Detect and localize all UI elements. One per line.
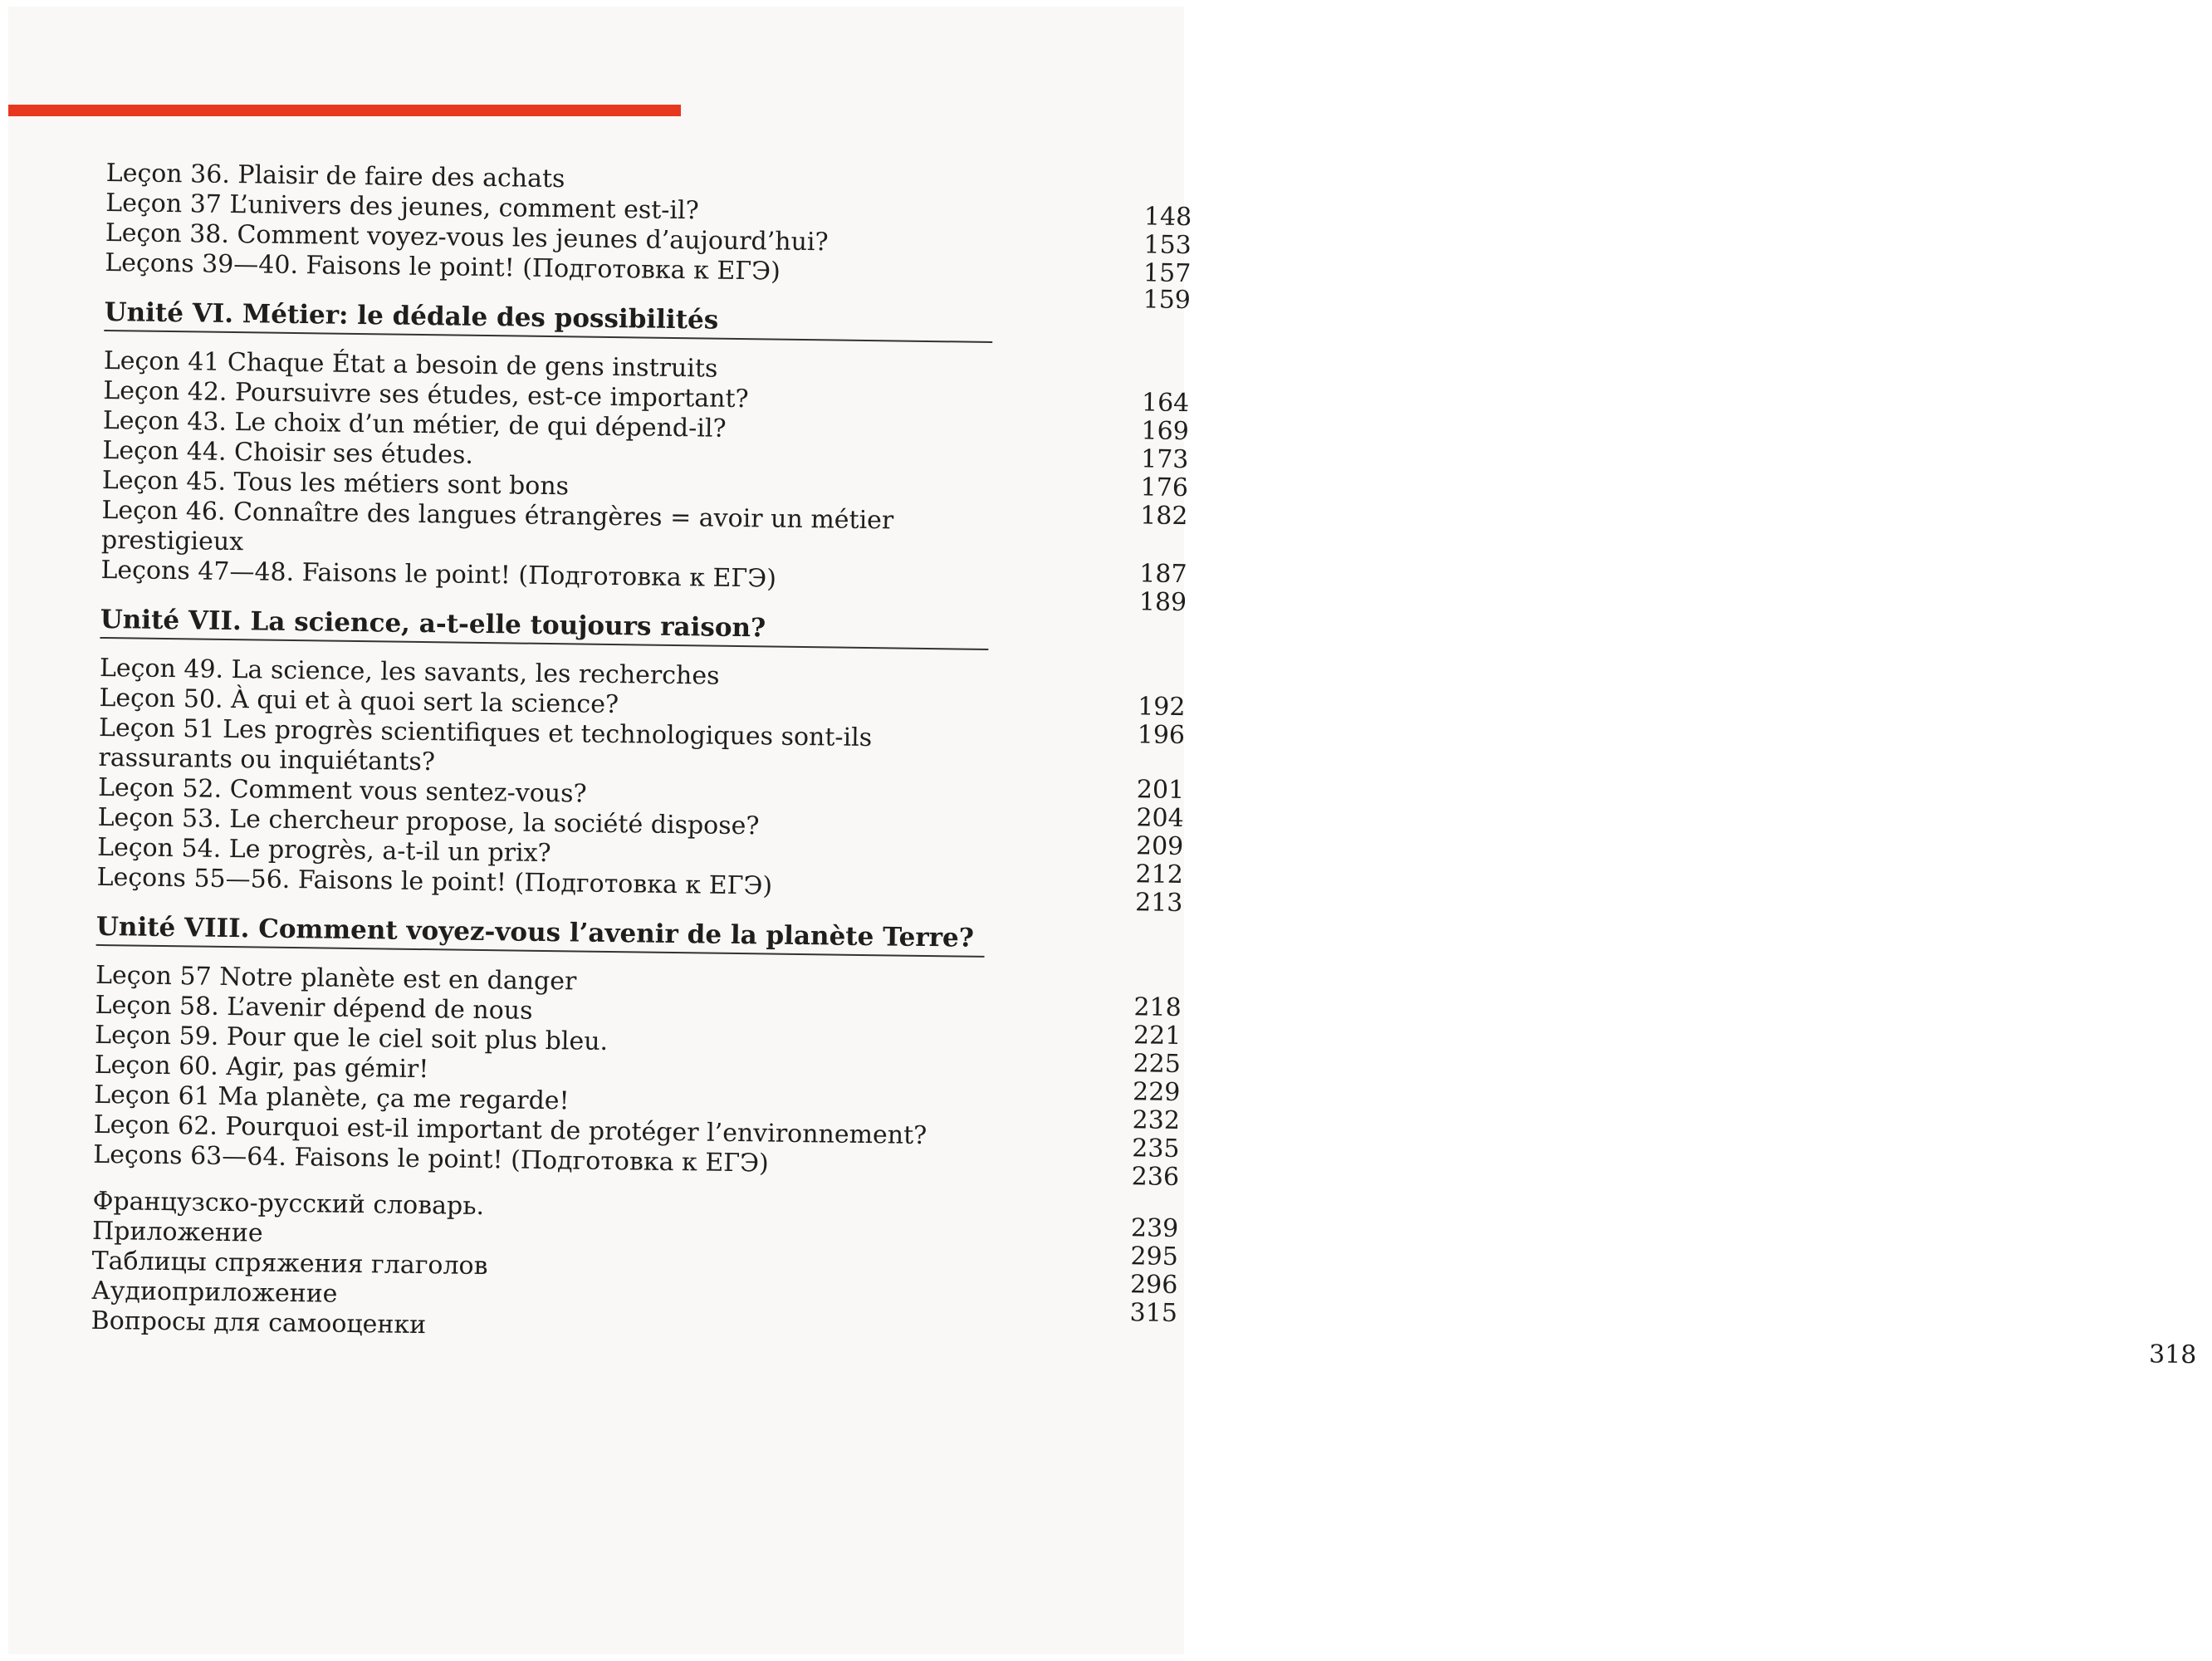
page-number: 232 xyxy=(1132,1105,1181,1136)
page-number: 318 xyxy=(2148,1340,2197,1370)
lesson-title: Leçon 46. Connaître des langues étrangères = avoir un métier prestigieux xyxy=(100,495,894,557)
appendix-title: Французско-русский словарь. xyxy=(92,1186,485,1222)
lesson-title: Leçon 44. Choisir ses études. xyxy=(102,435,474,470)
lesson-title: Leçons 47—48. Faisons le point! (Подготовка к ЕГЭ) xyxy=(100,555,777,594)
lesson-title: Leçons 55—56. Faisons le point! (Подготовка к ЕГЭ) xyxy=(96,862,773,901)
page-number: 296 xyxy=(1129,1270,1178,1301)
lesson-title: Leçons 39—40. Faisons le point! (Подготовка к ЕГЭ) xyxy=(105,247,781,287)
page-number: 196 xyxy=(1137,720,1186,751)
book-page xyxy=(8,7,2197,1654)
page-number: 212 xyxy=(1135,860,1184,890)
page-number: 153 xyxy=(1143,230,1192,261)
lesson-title: Leçon 54. Le progrès, a-t-il un prix? xyxy=(96,832,551,869)
lesson-title: Leçon 43. Le choix d’un métier, de qui dépend-il? xyxy=(102,405,727,443)
lesson-title: Leçon 53. Le chercheur propose, la société dispose? xyxy=(97,802,760,841)
lesson-title: Leçon 52. Comment vous sentez-vous? xyxy=(97,772,587,809)
lesson-title: Leçon 37 L’univers des jeunes, comment est-il? xyxy=(105,188,699,226)
appendix-title: Аудиоприложение xyxy=(91,1276,338,1309)
lesson-title: Leçon 42. Poursuivre ses études, est-ce important? xyxy=(103,375,749,414)
page-number: 221 xyxy=(1133,1021,1182,1051)
lesson-title: Leçon 50. À qui et à quoi sert la science? xyxy=(99,683,619,720)
page-number: 192 xyxy=(1137,692,1186,723)
page-number: 187 xyxy=(1139,559,1187,590)
lesson-title: Leçon 45. Tous les métiers sont bons xyxy=(101,465,570,502)
lesson-title: Leçon 60. Agir, pas gémir! xyxy=(94,1050,429,1085)
table-of-contents xyxy=(91,159,2197,1370)
lesson-title: Leçon 58. L’avenir dépend de nous xyxy=(95,990,533,1026)
lesson-title: Leçon 41 Chaque État a besoin de gens instruits xyxy=(103,345,718,384)
lesson-title: Leçon 62. Pourquoi est-il important de protéger l’environnement? xyxy=(93,1110,927,1151)
unit-heading: Unité VIII. Comment voyez-vous l’avenir de la planète Terre? xyxy=(96,909,985,958)
page-number: 315 xyxy=(1129,1298,1178,1329)
appendix-title: Таблицы спряжения глаголов xyxy=(91,1246,488,1281)
lesson-title: Leçons 63—64. Faisons le point! (Подготовка к ЕГЭ) xyxy=(93,1139,769,1178)
lesson-title: Leçon 49. La science, les savants, les recherches xyxy=(99,653,720,691)
unit-heading: Unité VII. La science, a-t-elle toujours raison? xyxy=(100,602,988,650)
red-header-rule xyxy=(8,105,681,116)
page-number: 159 xyxy=(1143,285,1192,316)
lesson-title: Leçon 51 Les progrès scientifiques et technologiques sont-ils rassurants ou inquiétants? xyxy=(98,713,873,777)
page-number: 173 xyxy=(1140,444,1189,475)
page-number: 169 xyxy=(1141,416,1190,447)
page-number: 157 xyxy=(1143,258,1192,289)
page-number: 209 xyxy=(1135,831,1184,862)
lesson-title: Leçon 57 Notre planète est en danger xyxy=(95,960,577,997)
page-number: 204 xyxy=(1136,803,1184,834)
appendix-title: Приложение xyxy=(91,1216,263,1248)
lesson-title: Leçon 61 Ma planète, ça me regarde! xyxy=(94,1080,570,1116)
unit-heading: Unité VI. Métier: le dédale des possibilités xyxy=(104,295,992,343)
appendix-title: Вопросы для самооценки xyxy=(91,1306,427,1340)
page-number: 164 xyxy=(1141,388,1190,419)
lesson-title: Leçon 59. Pour que le ciel soit plus bleu. xyxy=(94,1020,609,1056)
page-number: 189 xyxy=(1138,587,1187,618)
page-number: 225 xyxy=(1133,1049,1182,1080)
page-number: 239 xyxy=(1130,1213,1179,1244)
page-number: 148 xyxy=(1143,202,1192,233)
page-number: 295 xyxy=(1130,1242,1179,1272)
page-number: 213 xyxy=(1134,888,1183,919)
page-number: 236 xyxy=(1131,1162,1180,1193)
page-number: 201 xyxy=(1136,775,1185,806)
page-number: 235 xyxy=(1132,1134,1180,1164)
lesson-title: Leçon 36. Plaisir de faire des achats xyxy=(105,159,565,194)
page-number: 182 xyxy=(1139,501,1188,532)
page-number: 229 xyxy=(1132,1077,1181,1108)
page-number: 218 xyxy=(1133,992,1182,1023)
page-number: 176 xyxy=(1140,473,1189,503)
lesson-title: Leçon 38. Comment voyez-vous les jeunes d’aujourd’hui? xyxy=(105,218,829,257)
